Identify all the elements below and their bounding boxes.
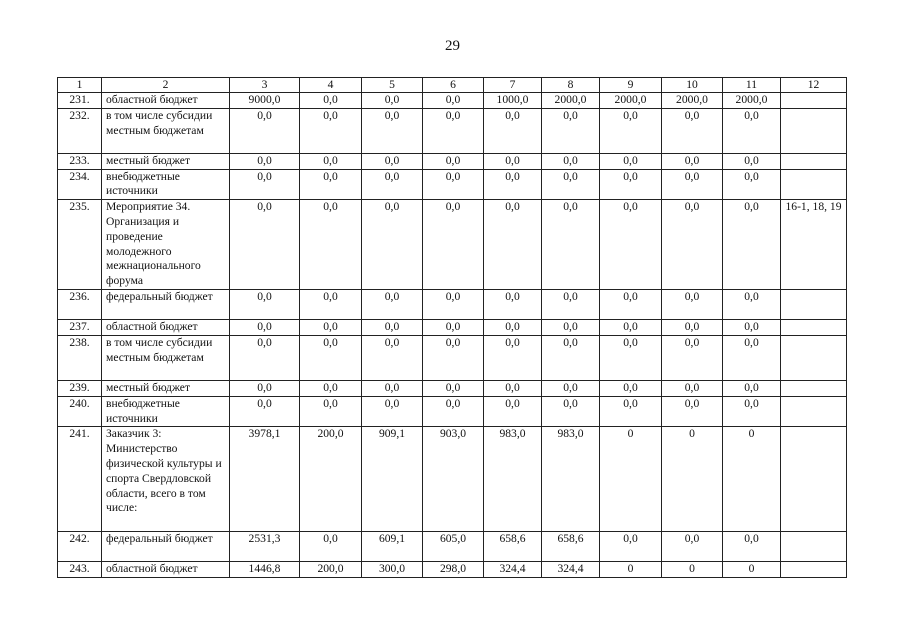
row-number-cell: 237. (58, 320, 102, 336)
table-row (58, 320, 847, 336)
row-number-cell: 242. (58, 532, 102, 562)
value-cell: 0,0 (230, 169, 300, 200)
header-cell: 1 (58, 78, 102, 93)
value-cell: 2000,0 (723, 93, 781, 109)
value-cell: 0,0 (600, 396, 662, 427)
value-cell: 0,0 (362, 335, 423, 380)
value-cell: 0,0 (423, 320, 484, 336)
row-label-cell: Мероприятие 34. Организация и проведение молодежного межнационального форума (102, 200, 230, 290)
row-label-cell: областной бюджет (102, 562, 230, 578)
header-cell: 4 (300, 78, 362, 93)
table-row (58, 532, 847, 562)
value-cell: 0,0 (300, 108, 362, 153)
value-cell: 0,0 (542, 200, 600, 290)
value-cell: 1000,0 (484, 93, 542, 109)
value-cell: 0,0 (423, 290, 484, 320)
value-cell: 16-1, 18, 19 (781, 200, 847, 290)
value-cell: 0,0 (362, 93, 423, 109)
value-cell: 0,0 (600, 200, 662, 290)
table-row (58, 200, 847, 290)
value-cell (781, 320, 847, 336)
value-cell: 0,0 (300, 380, 362, 396)
value-cell: 2000,0 (662, 93, 723, 109)
value-cell (781, 108, 847, 153)
value-cell: 0,0 (484, 290, 542, 320)
value-cell: 0,0 (423, 200, 484, 290)
value-cell: 0,0 (300, 169, 362, 200)
row-label-cell: Заказчик 3: Министерство физической культуры и спорта Свердловской области, всего в том числе: (102, 427, 230, 532)
value-cell: 0,0 (423, 169, 484, 200)
value-cell: 298,0 (423, 562, 484, 578)
header-cell: 5 (362, 78, 423, 93)
value-cell: 0,0 (600, 290, 662, 320)
value-cell: 0,0 (362, 290, 423, 320)
value-cell: 0 (600, 562, 662, 578)
value-cell: 0,0 (362, 200, 423, 290)
value-cell: 3978,1 (230, 427, 300, 532)
header-cell: 2 (102, 78, 230, 93)
row-number-cell: 236. (58, 290, 102, 320)
value-cell: 0,0 (600, 153, 662, 169)
table-row (58, 335, 847, 380)
value-cell: 609,1 (362, 532, 423, 562)
value-cell: 0,0 (723, 380, 781, 396)
value-cell: 0 (723, 562, 781, 578)
value-cell: 0,0 (423, 335, 484, 380)
value-cell: 0,0 (542, 396, 600, 427)
value-cell: 0,0 (423, 153, 484, 169)
value-cell: 0,0 (600, 169, 662, 200)
value-cell: 0,0 (300, 335, 362, 380)
value-cell: 0,0 (362, 153, 423, 169)
header-cell: 10 (662, 78, 723, 93)
row-number-cell: 233. (58, 153, 102, 169)
value-cell: 605,0 (423, 532, 484, 562)
value-cell: 0,0 (230, 396, 300, 427)
value-cell: 0,0 (542, 108, 600, 153)
row-number-cell: 235. (58, 200, 102, 290)
row-label-cell: в том числе субсидии местным бюджетам (102, 335, 230, 380)
row-number-cell: 234. (58, 169, 102, 200)
header-cell: 12 (781, 78, 847, 93)
table-row (58, 169, 847, 200)
value-cell: 0,0 (362, 396, 423, 427)
value-cell: 658,6 (542, 532, 600, 562)
header-cell: 6 (423, 78, 484, 93)
value-cell: 0,0 (662, 396, 723, 427)
table-row (58, 108, 847, 153)
row-number-cell: 241. (58, 427, 102, 532)
value-cell: 0,0 (230, 153, 300, 169)
table-row (58, 153, 847, 169)
value-cell: 0,0 (662, 169, 723, 200)
value-cell: 0,0 (230, 320, 300, 336)
value-cell: 0,0 (542, 290, 600, 320)
value-cell: 1446,8 (230, 562, 300, 578)
value-cell: 0,0 (662, 200, 723, 290)
value-cell: 0,0 (723, 153, 781, 169)
value-cell (781, 562, 847, 578)
value-cell: 0,0 (542, 320, 600, 336)
value-cell: 983,0 (542, 427, 600, 532)
value-cell: 903,0 (423, 427, 484, 532)
value-cell: 0,0 (662, 335, 723, 380)
value-cell: 0,0 (362, 108, 423, 153)
value-cell (781, 290, 847, 320)
row-label-cell: федеральный бюджет (102, 290, 230, 320)
value-cell (781, 169, 847, 200)
value-cell: 2531,3 (230, 532, 300, 562)
row-number-cell: 240. (58, 396, 102, 427)
value-cell (781, 532, 847, 562)
value-cell: 2000,0 (542, 93, 600, 109)
value-cell: 0,0 (484, 153, 542, 169)
value-cell (781, 396, 847, 427)
value-cell: 0,0 (230, 108, 300, 153)
row-number-cell: 243. (58, 562, 102, 578)
value-cell (781, 153, 847, 169)
value-cell: 0 (723, 427, 781, 532)
value-cell: 0,0 (300, 320, 362, 336)
value-cell: 0,0 (484, 396, 542, 427)
header-cell: 11 (723, 78, 781, 93)
value-cell: 324,4 (484, 562, 542, 578)
value-cell: 0,0 (230, 200, 300, 290)
table-body (58, 78, 847, 578)
value-cell: 0,0 (600, 380, 662, 396)
table-row (58, 93, 847, 109)
value-cell: 0,0 (423, 380, 484, 396)
row-label-cell: местный бюджет (102, 153, 230, 169)
row-label-cell: в том числе субсидии местным бюджетам (102, 108, 230, 153)
value-cell: 0,0 (362, 320, 423, 336)
row-label-cell: местный бюджет (102, 380, 230, 396)
value-cell: 0,0 (723, 290, 781, 320)
row-label-cell: федеральный бюджет (102, 532, 230, 562)
value-cell: 0,0 (300, 290, 362, 320)
value-cell: 324,4 (542, 562, 600, 578)
value-cell: 658,6 (484, 532, 542, 562)
table-row (58, 562, 847, 578)
header-cell: 8 (542, 78, 600, 93)
value-cell: 0,0 (542, 380, 600, 396)
value-cell: 0,0 (600, 335, 662, 380)
value-cell: 0 (662, 427, 723, 532)
value-cell: 909,1 (362, 427, 423, 532)
value-cell (781, 427, 847, 532)
value-cell: 0,0 (723, 396, 781, 427)
value-cell: 0,0 (484, 320, 542, 336)
row-label-cell: внебюджетные источники (102, 396, 230, 427)
value-cell: 0,0 (484, 200, 542, 290)
value-cell: 0 (600, 427, 662, 532)
value-cell: 0,0 (300, 200, 362, 290)
value-cell: 0,0 (600, 108, 662, 153)
value-cell: 0,0 (662, 108, 723, 153)
row-number-cell: 231. (58, 93, 102, 109)
value-cell: 0,0 (484, 169, 542, 200)
value-cell: 0,0 (662, 153, 723, 169)
row-number-cell: 238. (58, 335, 102, 380)
row-label-cell: областной бюджет (102, 320, 230, 336)
table-row (58, 396, 847, 427)
value-cell: 0,0 (484, 335, 542, 380)
value-cell (781, 335, 847, 380)
value-cell: 200,0 (300, 427, 362, 532)
value-cell: 0,0 (300, 153, 362, 169)
budget-table (57, 77, 847, 578)
value-cell: 0,0 (723, 200, 781, 290)
value-cell: 0,0 (300, 396, 362, 427)
value-cell: 300,0 (362, 562, 423, 578)
value-cell: 0,0 (662, 290, 723, 320)
header-cell: 7 (484, 78, 542, 93)
value-cell: 0,0 (484, 380, 542, 396)
value-cell: 0,0 (723, 335, 781, 380)
value-cell: 0,0 (542, 335, 600, 380)
header-cell: 9 (600, 78, 662, 93)
value-cell: 0,0 (484, 108, 542, 153)
table-row (58, 380, 847, 396)
value-cell: 0,0 (423, 396, 484, 427)
value-cell: 0,0 (723, 169, 781, 200)
value-cell: 0,0 (300, 532, 362, 562)
value-cell: 0,0 (662, 320, 723, 336)
value-cell: 0,0 (600, 320, 662, 336)
row-label-cell: областной бюджет (102, 93, 230, 109)
row-label-cell: внебюджетные источники (102, 169, 230, 200)
value-cell: 0 (662, 562, 723, 578)
value-cell (781, 93, 847, 109)
row-number-cell: 232. (58, 108, 102, 153)
value-cell: 0,0 (230, 380, 300, 396)
value-cell: 0,0 (362, 169, 423, 200)
value-cell: 0,0 (542, 153, 600, 169)
value-cell: 0,0 (230, 335, 300, 380)
value-cell: 9000,0 (230, 93, 300, 109)
value-cell: 0,0 (230, 290, 300, 320)
value-cell: 0,0 (362, 380, 423, 396)
value-cell: 0,0 (423, 93, 484, 109)
value-cell (781, 380, 847, 396)
table-row (58, 427, 847, 532)
value-cell: 2000,0 (600, 93, 662, 109)
value-cell: 0,0 (600, 532, 662, 562)
value-cell: 0,0 (723, 108, 781, 153)
value-cell: 983,0 (484, 427, 542, 532)
value-cell: 0,0 (723, 320, 781, 336)
value-cell: 0,0 (662, 380, 723, 396)
page-number: 29 (445, 38, 460, 54)
value-cell: 0,0 (300, 93, 362, 109)
value-cell: 0,0 (423, 108, 484, 153)
header-cell: 3 (230, 78, 300, 93)
value-cell: 200,0 (300, 562, 362, 578)
value-cell: 0,0 (542, 169, 600, 200)
value-cell: 0,0 (723, 532, 781, 562)
row-number-cell: 239. (58, 380, 102, 396)
table-row (58, 290, 847, 320)
value-cell: 0,0 (662, 532, 723, 562)
table-header-row (58, 78, 847, 93)
